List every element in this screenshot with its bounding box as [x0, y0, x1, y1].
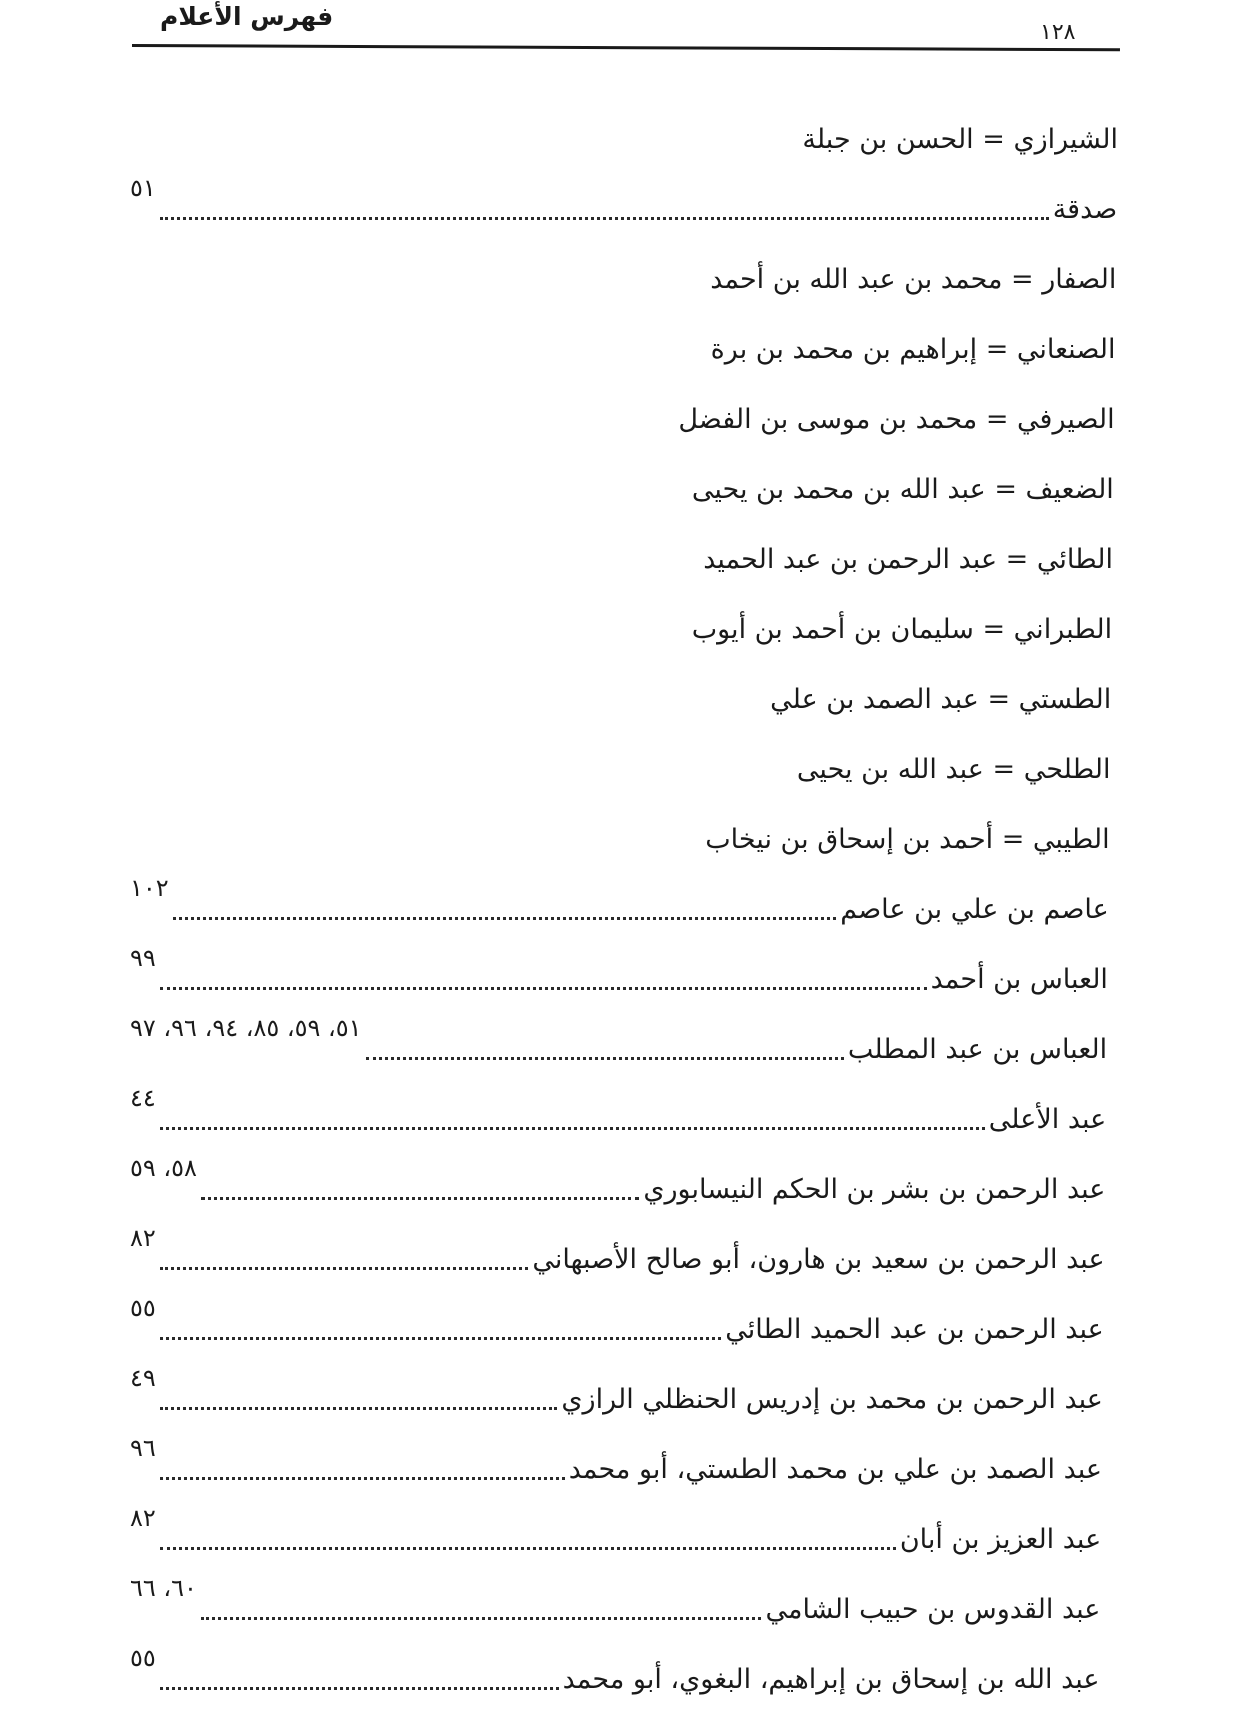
entry-pages: ٦٠، ٦٦: [130, 1574, 197, 1602]
entry-name: الطائي = عبد الرحمن بن عبد الحميد: [703, 544, 1113, 575]
dot-leader: [160, 1337, 721, 1340]
page-number: ١٢٨: [1040, 20, 1076, 45]
header-rule: [132, 44, 1120, 51]
entry-name: الطيبي = أحمد بن إسحاق بن نيخاب: [705, 824, 1110, 855]
index-entry: [130, 1574, 1100, 1630]
index-entry: [130, 1364, 1103, 1420]
entry-pages: ٨٢: [130, 1504, 156, 1532]
index-entry: [130, 1504, 1101, 1560]
entry-pages: ٤٩: [130, 1364, 156, 1392]
index-entry: [130, 1014, 1107, 1070]
dot-leader: [366, 1057, 844, 1060]
index-entry: [130, 1084, 1106, 1140]
entry-pages: ٥١، ٥٩، ٨٥، ٩٤، ٩٦، ٩٧: [130, 1014, 362, 1042]
dot-leader: [160, 987, 927, 990]
dot-leader: [160, 1687, 559, 1690]
dot-leader: [201, 1617, 762, 1620]
index-entry: [130, 1224, 1105, 1280]
entry-pages: ٥٥: [130, 1644, 156, 1672]
entry-name: عبد الرحمن بن بشر بن الحكم النيسابوري: [643, 1174, 1106, 1205]
entry-pages: ٩٦: [130, 1434, 156, 1462]
dot-leader: [201, 1197, 639, 1200]
index-entry: [710, 244, 1116, 300]
entry-name: عبد الأعلى: [988, 1104, 1107, 1135]
entry-pages: ٨٢: [130, 1224, 156, 1252]
entry-pages: ١٠٢: [130, 874, 169, 902]
entry-pages: ٥١: [130, 174, 156, 202]
entry-name: العباس بن أحمد: [930, 964, 1108, 995]
index-entry: [130, 174, 1117, 230]
dot-leader: [160, 1547, 896, 1550]
dot-leader: [160, 1127, 985, 1130]
entry-name: الطستي = عبد الصمد بن علي: [770, 684, 1112, 715]
entry-name: الشيرازي = الحسن بن جبلة: [802, 124, 1118, 155]
dot-leader: [173, 917, 837, 920]
page-header: [0, 0, 1240, 80]
entry-name: عاصم بن علي بن عاصم: [840, 894, 1109, 925]
entry-name: عبد الرحمن بن محمد بن إدريس الحنظلي الرازي: [561, 1384, 1103, 1415]
entry-name: الصيرفي = محمد بن موسى بن الفضل: [678, 404, 1115, 435]
dot-leader: [160, 217, 1049, 220]
entry-pages: ٤٤: [130, 1084, 156, 1112]
index-entry: [130, 1434, 1102, 1490]
entry-name: الصفار = محمد بن عبد الله بن أحمد: [710, 264, 1117, 295]
entry-name: صدقة: [1052, 194, 1118, 225]
entry-name: عبد الرحمن بن سعيد بن هارون، أبو صالح الأصبهاني: [532, 1244, 1105, 1275]
index-entry: [770, 664, 1111, 720]
index-entry: [692, 454, 1114, 510]
index-entry: [130, 1154, 1105, 1210]
entry-pages: ٥٥: [130, 1294, 156, 1322]
entry-name: عبد الصمد بن علي بن محمد الطستي، أبو محمد: [568, 1454, 1103, 1485]
index-entry: [802, 104, 1118, 160]
index-entry: [705, 804, 1109, 860]
entry-name: الضعيف = عبد الله بن محمد بن يحيى: [691, 474, 1114, 505]
entry-pages: ٥٨، ٥٩: [130, 1154, 197, 1182]
index-entry: [130, 874, 1109, 930]
entry-name: الصنعاني = إبراهيم بن محمد بن برة: [710, 334, 1116, 365]
entry-name: عبد الرحمن بن عبد الحميد الطائي: [725, 1314, 1104, 1345]
dot-leader: [160, 1407, 558, 1410]
index-entry: [678, 384, 1114, 440]
index-entry: [703, 524, 1113, 580]
index-entry: [130, 944, 1108, 1000]
entry-name: الطبراني = سليمان بن أحمد بن أيوب: [691, 614, 1113, 645]
entry-name: الطلحي = عبد الله بن يحيى: [796, 754, 1111, 785]
index-entry: [130, 1644, 1100, 1700]
entry-name: العباس بن عبد المطلب: [847, 1034, 1108, 1065]
section-title: فهرس الأعلام: [160, 2, 334, 31]
index-entry: [692, 594, 1112, 650]
index-entry: [797, 734, 1111, 790]
index-entry: [130, 1294, 1104, 1350]
index-entry: [711, 314, 1116, 370]
entry-name: عبد القدوس بن حبيب الشامي: [765, 1594, 1101, 1625]
entry-pages: ٩٩: [130, 944, 156, 972]
dot-leader: [160, 1267, 529, 1270]
entry-name: عبد العزيز بن أبان: [899, 1524, 1102, 1555]
entry-name: عبد الله بن إسحاق بن إبراهيم، البغوي، أبو محمد: [562, 1664, 1100, 1695]
dot-leader: [160, 1477, 565, 1480]
